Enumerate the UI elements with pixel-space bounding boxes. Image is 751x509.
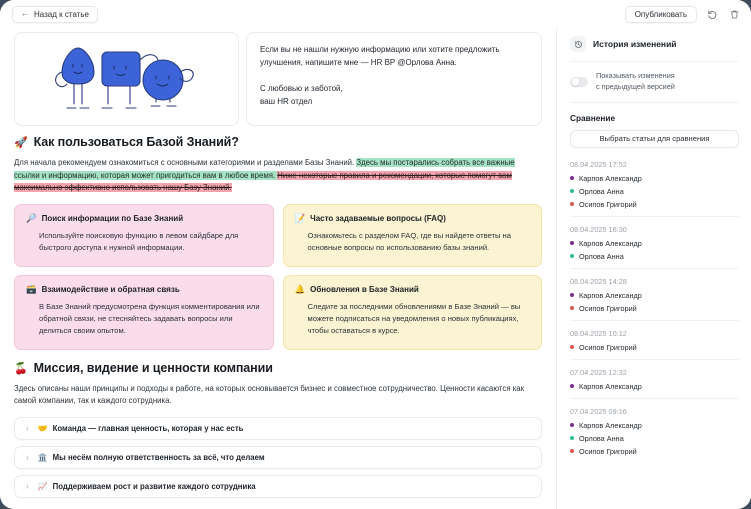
user-color-dot-icon <box>570 202 574 206</box>
history-user-name: Орлова Анна <box>579 251 624 261</box>
history-user-row[interactable] <box>570 434 739 443</box>
tip-card-faq[interactable] <box>283 204 543 267</box>
history-group[interactable] <box>570 329 739 360</box>
show-changes-toggle[interactable] <box>570 77 588 87</box>
section-title-how-to-use <box>14 135 542 149</box>
handshake-icon: 🤝 <box>37 424 48 433</box>
toggle-knob <box>572 78 580 86</box>
history-user-row[interactable] <box>570 343 739 352</box>
tip-card-feedback[interactable] <box>14 275 274 350</box>
tip-card-feedback-title: Взаимодействие и обратная связь <box>41 284 180 294</box>
history-user-row[interactable] <box>570 291 739 300</box>
history-user-name: Осипов Григорий <box>579 199 637 209</box>
top-toolbar <box>0 0 751 28</box>
article-content <box>0 28 556 509</box>
cherries-icon: 🍒 <box>14 362 28 375</box>
user-color-dot-icon <box>570 345 574 349</box>
main-body <box>0 28 751 509</box>
history-group-date: 07.04.2025 09:16 <box>570 406 627 416</box>
history-user-row[interactable] <box>570 239 739 248</box>
toolbar-actions <box>625 6 741 23</box>
history-list <box>570 160 739 463</box>
tip-card-faq-body: Ознакомьтесь с разделом FAQ, где вы найдете ответы на основные вопросы по использованию базы знаний. <box>307 230 511 253</box>
history-user-row[interactable] <box>570 200 739 209</box>
intro-text-inserted: Здесь мы постарались собрать все важные ссылки и информацию, которая может пригодиться вам в любое время. <box>14 158 515 180</box>
user-color-dot-icon <box>570 254 574 258</box>
user-color-dot-icon <box>570 306 574 310</box>
history-user-row[interactable] <box>570 447 739 456</box>
tip-card-feedback-header <box>26 285 262 294</box>
history-group-date: 08.04.2025 14:28 <box>570 276 627 286</box>
show-changes-toggle-label-line1: Показывать изменения <box>596 71 675 80</box>
tip-card-updates-header <box>295 285 531 294</box>
comparison-heading: Сравнение <box>570 112 616 123</box>
tip-card-search-title: Поиск информации по Базе Знаний <box>41 213 184 223</box>
accordion-item-growth[interactable] <box>14 475 542 498</box>
history-user-name: Осипов Григорий <box>579 446 637 456</box>
history-group-date: 08.04.2025 10:12 <box>570 328 627 338</box>
show-changes-toggle-row[interactable] <box>570 62 739 103</box>
section-title-mission-label: Миссия, видение и ценности компании <box>33 360 273 375</box>
history-sidebar <box>556 28 751 509</box>
tip-card-faq-title: Часто задаваемые вопросы (FAQ) <box>310 213 446 223</box>
tip-card-feedback-body: В Базе Знаний предусмотрена функция комментирования или обратной связи, не стесняйтесь задавать вопросы или делиться своим опытом. <box>39 301 260 336</box>
select-articles-to-compare-button[interactable] <box>570 130 739 148</box>
user-color-dot-icon <box>570 423 574 427</box>
card-box-icon: 🗃️ <box>26 283 37 294</box>
tip-card-updates-body: Следите за последними обновлениями в Базе Знаний — вы можете подписаться на уведомления о новых публикациях, чтобы оставаться в курсе. <box>307 301 521 336</box>
intro-text-deleted: Ниже некоторые правила и рекомендации, которые помогут вам максимально эффективно использовать нашу Базу Знаний. <box>14 170 512 193</box>
mission-paragraph: Здесь описаны наши принципы и подходы к работе, на которых основывается бизнес и совместное сотрудничество. Ценности касаются как самой компании, так и каждого сотрудника. <box>14 383 525 406</box>
history-group-date: 08.04.2025 17:52 <box>570 159 627 169</box>
history-user-name: Карпов Александр <box>579 173 642 183</box>
rocket-icon: 🚀 <box>14 137 28 149</box>
magnifier-icon: 🔎 <box>26 213 37 224</box>
accordion-item-growth-label <box>38 482 256 491</box>
publish-button[interactable] <box>625 6 697 23</box>
history-user-row[interactable] <box>570 382 739 391</box>
history-group-date: 07.04.2025 12:32 <box>570 367 627 377</box>
bell-icon: 🔔 <box>294 283 306 294</box>
user-color-dot-icon <box>570 189 574 193</box>
history-user-name: Осипов Григорий <box>579 342 637 352</box>
values-accordion <box>14 417 542 498</box>
history-user-row[interactable] <box>570 174 739 183</box>
history-clock-icon <box>570 36 586 52</box>
accordion-item-responsibility[interactable] <box>14 446 542 469</box>
show-changes-toggle-label-line2: с предыдущей версией <box>596 81 675 91</box>
hero-paragraph-1: Если вы не нашли нужную информацию или хотите предложить улучшения, напишите мне — HR BP @Орлова Анна. <box>260 45 500 67</box>
tip-card-updates[interactable] <box>283 275 543 350</box>
tip-card-updates-title: Обновления в Базе Знаний <box>310 284 419 294</box>
publish-label: Опубликовать <box>634 9 687 19</box>
hero-text-card <box>246 32 542 126</box>
history-group[interactable] <box>570 225 739 269</box>
history-group[interactable] <box>570 160 739 217</box>
hero-paragraph-2 <box>260 83 528 109</box>
history-sidebar-title: История изменений <box>593 39 677 49</box>
hero-paragraph-2-line2: ваш HR отдел <box>260 96 313 106</box>
hero-paragraph-2-line1: С любовью и заботой, <box>260 83 343 93</box>
user-color-dot-icon <box>570 241 574 245</box>
trash-icon[interactable] <box>727 7 741 21</box>
history-user-name: Карпов Александр <box>579 290 642 300</box>
intro-paragraph-with-diff <box>14 157 542 195</box>
illustration-card <box>14 32 239 126</box>
chevron-right-icon: › <box>26 452 29 462</box>
accordion-item-responsibility-label <box>38 453 265 462</box>
user-color-dot-icon <box>570 449 574 453</box>
tip-card-search-body: Используйте поисковую функцию в левом сайдбаре для быстрого доступа к нужной информации. <box>39 230 239 253</box>
undo-icon[interactable] <box>705 7 719 21</box>
section-title-how-to-use-label: Как пользоваться Базой Знаний? <box>33 135 239 149</box>
classical-building-icon: 🏛️ <box>37 453 48 462</box>
memo-icon: 📝 <box>294 213 306 224</box>
tip-card-search[interactable] <box>14 204 274 267</box>
tip-card-search-header <box>26 214 262 223</box>
back-to-article-button[interactable] <box>12 6 98 23</box>
accordion-item-responsibility-text: Мы несём полную ответственность за всё, что делаем <box>52 453 265 462</box>
history-user-name: Карпов Александр <box>579 420 642 430</box>
chevron-right-icon: › <box>26 423 29 433</box>
back-to-article-label: Назад к статье <box>34 9 89 19</box>
show-changes-toggle-label <box>596 71 675 93</box>
hero-row <box>14 32 542 126</box>
intro-text-unchanged: Для начала рекомендуем ознакомиться с основными категориями и разделами Базы Знаний. <box>14 158 357 167</box>
history-user-row[interactable] <box>570 304 739 313</box>
history-user-name: Орлова Анна <box>579 186 624 196</box>
accordion-item-team-text: Команда — главная ценность, которая у нас есть <box>52 424 244 433</box>
accordion-item-growth-text: Поддерживаем рост и развитие каждого сотрудника <box>52 482 256 491</box>
history-user-name: Карпов Александр <box>579 238 642 248</box>
history-sidebar-header <box>570 36 739 62</box>
accordion-item-team-label <box>38 424 244 433</box>
accordion-item-team[interactable] <box>14 417 542 440</box>
history-user-name: Орлова Анна <box>579 433 624 443</box>
user-color-dot-icon <box>570 293 574 297</box>
history-group[interactable] <box>570 277 739 321</box>
chevron-right-icon: › <box>26 481 29 491</box>
user-color-dot-icon <box>570 176 574 180</box>
history-user-row[interactable] <box>570 421 739 430</box>
user-color-dot-icon <box>570 436 574 440</box>
select-articles-to-compare-label: Выбрать статьи для сравнения <box>599 134 710 144</box>
tip-card-faq-header <box>295 214 531 223</box>
arrow-left-icon: ← <box>21 9 29 18</box>
chart-increasing-icon: 📈 <box>37 482 48 491</box>
user-color-dot-icon <box>570 384 574 388</box>
history-user-name: Осипов Григорий <box>579 303 637 313</box>
history-group-date: 08.04.2025 16:30 <box>570 224 627 234</box>
history-group[interactable] <box>570 368 739 399</box>
section-title-mission <box>14 361 542 375</box>
history-user-row[interactable] <box>570 187 739 196</box>
history-user-name: Карпов Александр <box>579 381 642 391</box>
tips-card-grid <box>14 204 542 350</box>
history-user-row[interactable] <box>570 252 739 261</box>
three-blue-characters-illustration <box>52 42 202 116</box>
history-group[interactable] <box>570 407 739 463</box>
